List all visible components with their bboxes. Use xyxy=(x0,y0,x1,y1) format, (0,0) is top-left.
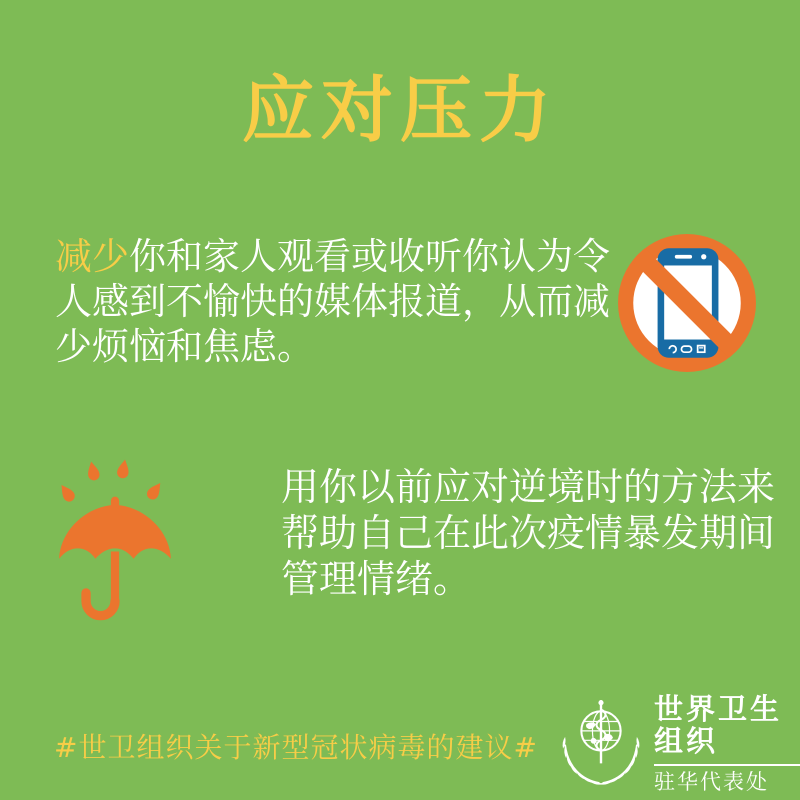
who-org-name: 世界卫生组织 xyxy=(654,692,783,758)
who-logo-text xyxy=(654,694,800,794)
who-office-name: 驻华代表处 xyxy=(654,769,769,794)
who-logo xyxy=(558,694,800,794)
tip-media-body: 你和家人观看或收听你认为令人感到不愉快的媒体报道，从而减少烦恼和焦虑。 xyxy=(55,235,610,368)
no-phone-icon xyxy=(616,232,758,374)
tip-media-highlight: 减少 xyxy=(55,235,129,278)
page-title: 应对压力 xyxy=(241,68,558,152)
umbrella-rain-icon xyxy=(46,448,184,626)
who-emblem-icon xyxy=(558,695,644,793)
tip-media-text xyxy=(55,234,633,369)
who-logo-divider xyxy=(654,764,800,766)
hashtag-text: #世卫组织关于新型冠状病毒的建议# xyxy=(54,731,538,764)
tip-coping-text: 用你以前应对逆境时的方法来帮助自己在此次疫情暴发期间管理情绪。 xyxy=(281,465,776,601)
